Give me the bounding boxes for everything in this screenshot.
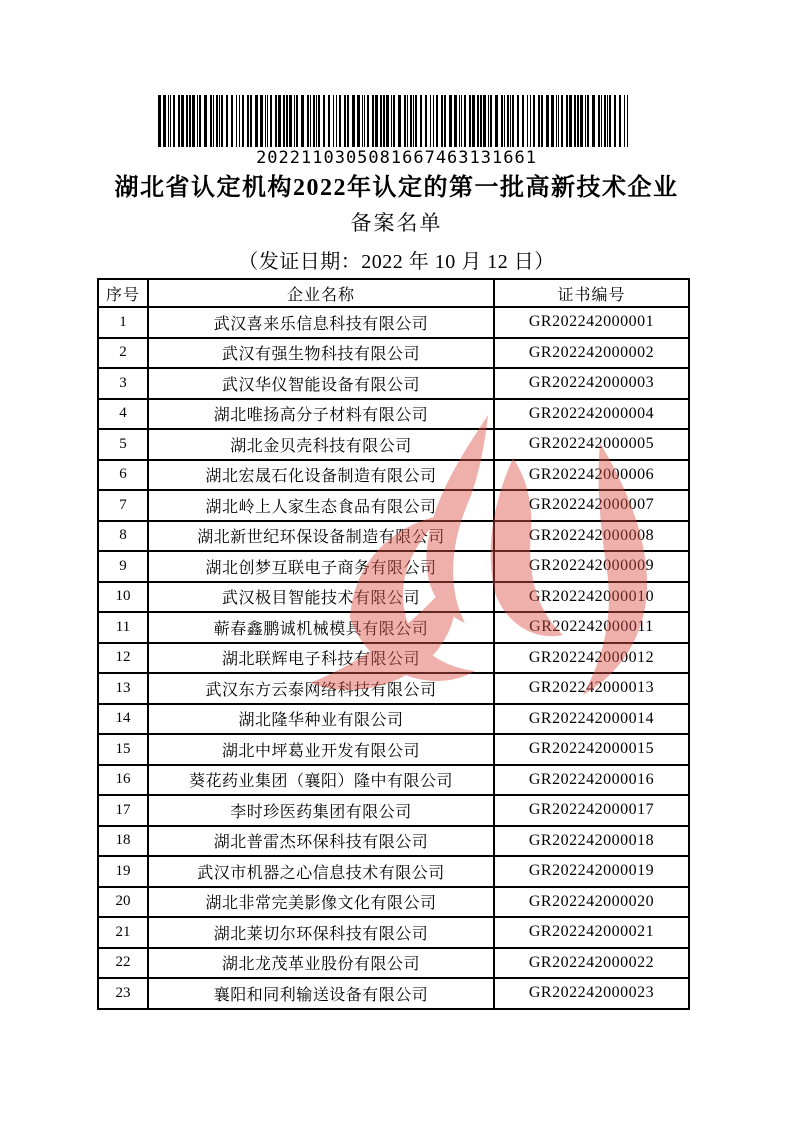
company-name-cell: 湖北龙茂革业股份有限公司 <box>148 948 494 979</box>
table-row <box>98 582 689 613</box>
serial-cell: 1 <box>98 307 148 338</box>
certificate-number-cell: GR202242000001 <box>494 307 689 338</box>
serial-cell: 4 <box>98 399 148 430</box>
company-name-cell: 湖北唯扬高分子材料有限公司 <box>148 399 494 430</box>
table-row <box>98 521 689 552</box>
serial-cell: 16 <box>98 765 148 796</box>
serial-cell: 11 <box>98 612 148 643</box>
certificate-number-cell: GR202242000015 <box>494 734 689 765</box>
serial-cell: 22 <box>98 948 148 979</box>
serial-cell: 23 <box>98 978 148 1009</box>
table-row <box>98 673 689 704</box>
certificate-number-cell: GR202242000021 <box>494 917 689 948</box>
company-name-cell: 湖北宏晟石化设备制造有限公司 <box>148 460 494 491</box>
company-name-cell: 湖北非常完美影像文化有限公司 <box>148 887 494 918</box>
certificate-number-cell: GR202242000017 <box>494 795 689 826</box>
enterprise-table <box>97 278 690 1010</box>
serial-cell: 14 <box>98 704 148 735</box>
certificate-number-cell: GR202242000014 <box>494 704 689 735</box>
barcode-image <box>158 95 630 147</box>
certificate-number-cell: GR202242000013 <box>494 673 689 704</box>
page-subtitle: 备案名单 <box>350 211 443 235</box>
certificate-number-cell: GR202242000019 <box>494 856 689 887</box>
table-row <box>98 429 689 460</box>
serial-cell: 19 <box>98 856 148 887</box>
table-row <box>98 307 689 338</box>
certificate-number-cell: GR202242000006 <box>494 460 689 491</box>
company-name-cell: 湖北隆华种业有限公司 <box>148 704 494 735</box>
table-row <box>98 917 689 948</box>
table-row <box>98 368 689 399</box>
company-name-cell: 湖北创梦互联电子商务有限公司 <box>148 551 494 582</box>
table-body <box>98 307 689 1009</box>
page-title: 湖北省认定机构2022年认定的第一批高新技术企业 <box>114 175 679 201</box>
table-row <box>98 338 689 369</box>
certificate-number-cell: GR202242000002 <box>494 338 689 369</box>
serial-cell: 12 <box>98 643 148 674</box>
certificate-number-cell: GR202242000007 <box>494 490 689 521</box>
table-row <box>98 399 689 430</box>
certificate-number-cell: GR202242000010 <box>494 582 689 613</box>
serial-cell: 7 <box>98 490 148 521</box>
table-row <box>98 826 689 857</box>
company-name-cell: 武汉喜来乐信息科技有限公司 <box>148 307 494 338</box>
certificate-number-cell: GR202242000009 <box>494 551 689 582</box>
header-certificate-number: 证书编号 <box>494 279 689 307</box>
table-row <box>98 460 689 491</box>
serial-cell: 8 <box>98 521 148 552</box>
table-row <box>98 948 689 979</box>
table-row <box>98 856 689 887</box>
header-serial: 序号 <box>98 279 148 307</box>
barcode-number: 2022110305081667463131661 <box>256 148 537 168</box>
serial-cell: 13 <box>98 673 148 704</box>
serial-cell: 9 <box>98 551 148 582</box>
issue-date-line: （发证日期：2022 年 10 月 12 日） <box>238 251 555 273</box>
table-row <box>98 795 689 826</box>
table-row <box>98 551 689 582</box>
header-company-name: 企业名称 <box>148 279 494 307</box>
serial-cell: 3 <box>98 368 148 399</box>
company-name-cell: 葵花药业集团（襄阳）隆中有限公司 <box>148 765 494 796</box>
certificate-number-cell: GR202242000020 <box>494 887 689 918</box>
table-row <box>98 612 689 643</box>
company-name-cell: 武汉华仪智能设备有限公司 <box>148 368 494 399</box>
serial-cell: 18 <box>98 826 148 857</box>
company-name-cell: 湖北金贝壳科技有限公司 <box>148 429 494 460</box>
serial-cell: 20 <box>98 887 148 918</box>
serial-cell: 15 <box>98 734 148 765</box>
serial-cell: 17 <box>98 795 148 826</box>
certificate-number-cell: GR202242000011 <box>494 612 689 643</box>
company-name-cell: 湖北莱切尔环保科技有限公司 <box>148 917 494 948</box>
company-name-cell: 湖北新世纪环保设备制造有限公司 <box>148 521 494 552</box>
certificate-number-cell: GR202242000022 <box>494 948 689 979</box>
table-row <box>98 978 689 1009</box>
serial-cell: 21 <box>98 917 148 948</box>
certificate-number-cell: GR202242000023 <box>494 978 689 1009</box>
table-row <box>98 643 689 674</box>
serial-cell: 2 <box>98 338 148 369</box>
company-name-cell: 武汉东方云泰网络科技有限公司 <box>148 673 494 704</box>
certificate-number-cell: GR202242000004 <box>494 399 689 430</box>
table-row <box>98 887 689 918</box>
company-name-cell: 湖北联辉电子科技有限公司 <box>148 643 494 674</box>
table-row <box>98 734 689 765</box>
certificate-number-cell: GR202242000018 <box>494 826 689 857</box>
company-name-cell: 李时珍医药集团有限公司 <box>148 795 494 826</box>
company-name-cell: 湖北普雷杰环保科技有限公司 <box>148 826 494 857</box>
serial-cell: 6 <box>98 460 148 491</box>
table-row <box>98 704 689 735</box>
table-row <box>98 765 689 796</box>
company-name-cell: 湖北岭上人家生态食品有限公司 <box>148 490 494 521</box>
table-header-row <box>98 279 689 307</box>
certificate-number-cell: GR202242000003 <box>494 368 689 399</box>
company-name-cell: 湖北中坪葛业开发有限公司 <box>148 734 494 765</box>
serial-cell: 10 <box>98 582 148 613</box>
certificate-number-cell: GR202242000016 <box>494 765 689 796</box>
company-name-cell: 蕲春鑫鹏诚机械模具有限公司 <box>148 612 494 643</box>
serial-cell: 5 <box>98 429 148 460</box>
company-name-cell: 武汉有强生物科技有限公司 <box>148 338 494 369</box>
certificate-number-cell: GR202242000008 <box>494 521 689 552</box>
certificate-number-cell: GR202242000012 <box>494 643 689 674</box>
company-name-cell: 武汉市机器之心信息技术有限公司 <box>148 856 494 887</box>
company-name-cell: 武汉极目智能技术有限公司 <box>148 582 494 613</box>
certificate-number-cell: GR202242000005 <box>494 429 689 460</box>
table-row <box>98 490 689 521</box>
company-name-cell: 襄阳和同利输送设备有限公司 <box>148 978 494 1009</box>
